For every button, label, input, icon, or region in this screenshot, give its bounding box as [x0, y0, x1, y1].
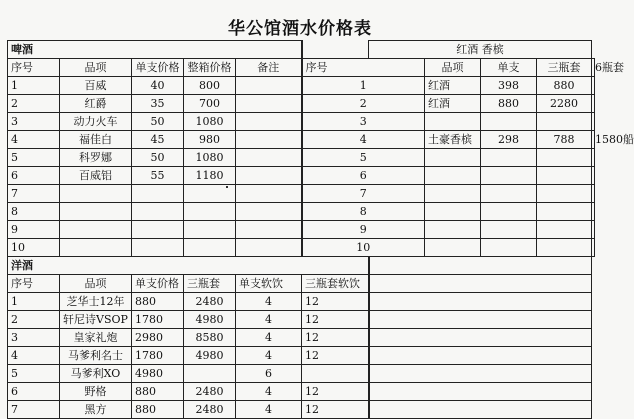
- wine-cell: [425, 113, 481, 131]
- beer-cell: [184, 221, 236, 239]
- section-heading-row: [8, 41, 595, 59]
- spirits-column-header: 序号: [8, 275, 60, 293]
- beer-cell: [236, 203, 302, 221]
- wine-cell: [425, 149, 481, 167]
- wine-cell: 1: [302, 77, 425, 95]
- divider-cell: [302, 41, 369, 59]
- beer-cell: [60, 221, 132, 239]
- spirits-cell: 轩尼诗VSOP: [60, 311, 132, 329]
- wine-cell: [592, 167, 595, 185]
- beer-cell: [132, 221, 184, 239]
- table-row: [8, 311, 595, 329]
- beer-cell: 8: [8, 203, 60, 221]
- wine-cell: [537, 149, 592, 167]
- table-row: [8, 329, 595, 347]
- spirits-cell: 3: [8, 329, 60, 347]
- spirits-column-header: 品项: [60, 275, 132, 293]
- beer-cell: 百威: [60, 77, 132, 95]
- beer-column-header: 品项: [60, 59, 132, 77]
- spirits-cell: 2980: [132, 329, 184, 347]
- table-row: [8, 347, 595, 365]
- spirits-cell: 皇家礼炮: [60, 329, 132, 347]
- spirits-cell: 4: [236, 401, 302, 419]
- beer-cell: [236, 149, 302, 167]
- spirits-cell: 12: [302, 401, 369, 419]
- spirits-cell: 12: [302, 383, 369, 401]
- spirits-cell: [302, 365, 369, 383]
- spirits-cell: 黑方: [60, 401, 132, 419]
- wine-cell: 9: [302, 221, 425, 239]
- spirits-cell: 12: [302, 293, 369, 311]
- wine-cell: 2280: [537, 95, 592, 113]
- spirits-cell: [184, 365, 236, 383]
- wine-column-header: 6瓶套: [592, 59, 595, 77]
- beer-cell: 980: [184, 131, 236, 149]
- spirits-cell: 4: [236, 347, 302, 365]
- wine-cell: [537, 203, 592, 221]
- wine-cell: 298: [481, 131, 537, 149]
- wine-cell: [425, 203, 481, 221]
- wine-cell: 1580船: [592, 131, 595, 149]
- section-heading-wine: 红酒 香槟: [369, 41, 592, 59]
- beer-cell: 百威铝: [60, 167, 132, 185]
- beer-cell: 福佳白: [60, 131, 132, 149]
- blank-cell: [369, 275, 592, 293]
- blank-cell: [369, 365, 592, 383]
- wine-cell: [592, 77, 595, 95]
- spirits-cell: 马爹利XO: [60, 365, 132, 383]
- blank-cell: [369, 347, 592, 365]
- wine-cell: [481, 167, 537, 185]
- table-row: [8, 113, 595, 131]
- wine-cell: 红酒: [425, 95, 481, 113]
- beer-cell: [184, 203, 236, 221]
- price-table: [7, 40, 634, 419]
- beer-cell: 700: [184, 95, 236, 113]
- beer-column-header: 备注: [236, 59, 302, 77]
- table-row: [8, 401, 595, 419]
- beer-cell: [132, 239, 184, 257]
- beer-cell: [236, 239, 302, 257]
- beer-cell: 800: [184, 77, 236, 95]
- page-title: 华公馆酒水价格表: [228, 19, 372, 39]
- spirits-cell: 2480: [184, 401, 236, 419]
- beer-cell: 45: [132, 131, 184, 149]
- beer-cell: 50: [132, 149, 184, 167]
- beer-cell: 动力火车: [60, 113, 132, 131]
- spirits-cell: 2480: [184, 293, 236, 311]
- spirits-cell: 4980: [184, 311, 236, 329]
- wine-cell: [592, 185, 595, 203]
- wine-cell: [481, 239, 537, 257]
- wine-cell: 788: [537, 131, 592, 149]
- wine-cell: 880: [481, 95, 537, 113]
- spirits-cell: 6: [236, 365, 302, 383]
- beer-cell: 科罗娜: [60, 149, 132, 167]
- spirits-cell: 7: [8, 401, 60, 419]
- wine-cell: [481, 221, 537, 239]
- beer-cell: 35: [132, 95, 184, 113]
- table-row: [8, 167, 595, 185]
- spirits-cell: 4: [236, 329, 302, 347]
- table-row: [8, 221, 595, 239]
- beer-cell: [132, 185, 184, 203]
- beer-cell: 5: [8, 149, 60, 167]
- beer-cell: 9: [8, 221, 60, 239]
- wine-cell: [425, 221, 481, 239]
- wine-cell: [592, 221, 595, 239]
- beer-cell: [236, 185, 302, 203]
- spirits-cell: 野格: [60, 383, 132, 401]
- wine-column-header: 序号: [302, 59, 425, 77]
- wine-column-header: 品项: [425, 59, 481, 77]
- wine-cell: [425, 167, 481, 185]
- spirits-cell: 4: [236, 383, 302, 401]
- spirits-column-header: 三瓶套: [184, 275, 236, 293]
- spirits-cell: 1780: [132, 347, 184, 365]
- section-heading-row: [8, 257, 595, 275]
- wine-cell: [425, 239, 481, 257]
- blank-cell: [369, 257, 592, 275]
- spirits-cell: 4980: [132, 365, 184, 383]
- table-row: [8, 149, 595, 167]
- spirits-cell: 880: [132, 401, 184, 419]
- wine-cell: 5: [302, 149, 425, 167]
- header-row: [8, 59, 595, 77]
- wine-cell: [481, 113, 537, 131]
- beer-cell: [132, 203, 184, 221]
- table-row: [8, 131, 595, 149]
- wine-cell: 7: [302, 185, 425, 203]
- beer-column-header: 单支价格: [132, 59, 184, 77]
- wine-cell: [592, 113, 595, 131]
- wine-cell: [592, 203, 595, 221]
- wine-cell: 398: [481, 77, 537, 95]
- spirits-column-header: 单支软饮: [236, 275, 302, 293]
- wine-cell: [481, 185, 537, 203]
- section-heading-spirits: 洋酒: [8, 257, 369, 275]
- wine-column-header: 单支: [481, 59, 537, 77]
- wine-cell: [537, 239, 592, 257]
- blank-cell: [369, 401, 592, 419]
- wine-cell: 10: [302, 239, 425, 257]
- wine-cell: [425, 185, 481, 203]
- wine-cell: [592, 149, 595, 167]
- beer-cell: [60, 203, 132, 221]
- spirits-cell: 马爹利名士: [60, 347, 132, 365]
- table-row: [8, 239, 595, 257]
- wine-cell: 土豪香槟: [425, 131, 481, 149]
- wine-cell: 2: [302, 95, 425, 113]
- spirits-cell: 4: [236, 311, 302, 329]
- beer-cell: 7: [8, 185, 60, 203]
- wine-cell: [592, 95, 595, 113]
- beer-cell: [184, 239, 236, 257]
- table-row: [8, 77, 595, 95]
- blank-cell: [369, 383, 592, 401]
- wine-cell: [537, 221, 592, 239]
- beer-cell: 2: [8, 95, 60, 113]
- beer-cell: 红爵: [60, 95, 132, 113]
- wine-cell: [537, 185, 592, 203]
- wine-cell: 8: [302, 203, 425, 221]
- beer-cell: [236, 95, 302, 113]
- section-heading-beer: 啤酒: [8, 41, 302, 59]
- wine-cell: 4: [302, 131, 425, 149]
- spirits-cell: 4: [8, 347, 60, 365]
- beer-cell: 1080: [184, 113, 236, 131]
- beer-cell: 10: [8, 239, 60, 257]
- beer-cell: [236, 167, 302, 185]
- table-row: [8, 293, 595, 311]
- beer-cell: 4: [8, 131, 60, 149]
- beer-cell: [236, 221, 302, 239]
- table-row: [8, 203, 595, 221]
- beer-cell: 55: [132, 167, 184, 185]
- beer-cell: [236, 77, 302, 95]
- wine-cell: [537, 167, 592, 185]
- blank-cell: [369, 293, 592, 311]
- wine-cell: 6: [302, 167, 425, 185]
- spirits-cell: 6: [8, 383, 60, 401]
- wine-cell: [481, 149, 537, 167]
- table-row: [8, 365, 595, 383]
- beer-column-header: 整箱价格: [184, 59, 236, 77]
- table-row: [8, 383, 595, 401]
- wine-cell: 3: [302, 113, 425, 131]
- spirits-cell: 12: [302, 329, 369, 347]
- spirits-cell: 12: [302, 347, 369, 365]
- beer-column-header: 序号: [8, 59, 60, 77]
- spirits-cell: 1: [8, 293, 60, 311]
- spirits-cell: 2: [8, 311, 60, 329]
- spirits-column-header: 三瓶套软饮: [302, 275, 369, 293]
- spirits-cell: 12: [302, 311, 369, 329]
- wine-cell: [592, 239, 595, 257]
- beer-cell: [236, 113, 302, 131]
- beer-cell: 3: [8, 113, 60, 131]
- beer-cell: [60, 185, 132, 203]
- blank-cell: [369, 329, 592, 347]
- spirits-cell: 5: [8, 365, 60, 383]
- spirits-cell: 芝华士12年: [60, 293, 132, 311]
- wine-cell: [537, 113, 592, 131]
- wine-cell: 红酒: [425, 77, 481, 95]
- price-table-body: [8, 41, 634, 419]
- beer-cell: 50: [132, 113, 184, 131]
- spirits-cell: 4: [236, 293, 302, 311]
- spirits-column-header: 单支价格: [132, 275, 184, 293]
- blank-cell: [369, 311, 592, 329]
- beer-cell: [236, 131, 302, 149]
- beer-cell: [60, 239, 132, 257]
- beer-cell: 40: [132, 77, 184, 95]
- header-row: [8, 275, 595, 293]
- wine-cell: 880: [537, 77, 592, 95]
- beer-cell: 1180: [184, 167, 236, 185]
- beer-cell: 1: [8, 77, 60, 95]
- wine-column-header: 三瓶套: [537, 59, 592, 77]
- spirits-cell: 4980: [184, 347, 236, 365]
- spirits-cell: 8580: [184, 329, 236, 347]
- spirits-cell: 1780: [132, 311, 184, 329]
- spirits-cell: 880: [132, 383, 184, 401]
- spirits-cell: 880: [132, 293, 184, 311]
- table-row: [8, 185, 595, 203]
- wine-cell: [481, 203, 537, 221]
- beer-cell: 6: [8, 167, 60, 185]
- table-row: [8, 95, 595, 113]
- ink-dot: [226, 186, 228, 188]
- spirits-cell: 2480: [184, 383, 236, 401]
- beer-cell: 1080: [184, 149, 236, 167]
